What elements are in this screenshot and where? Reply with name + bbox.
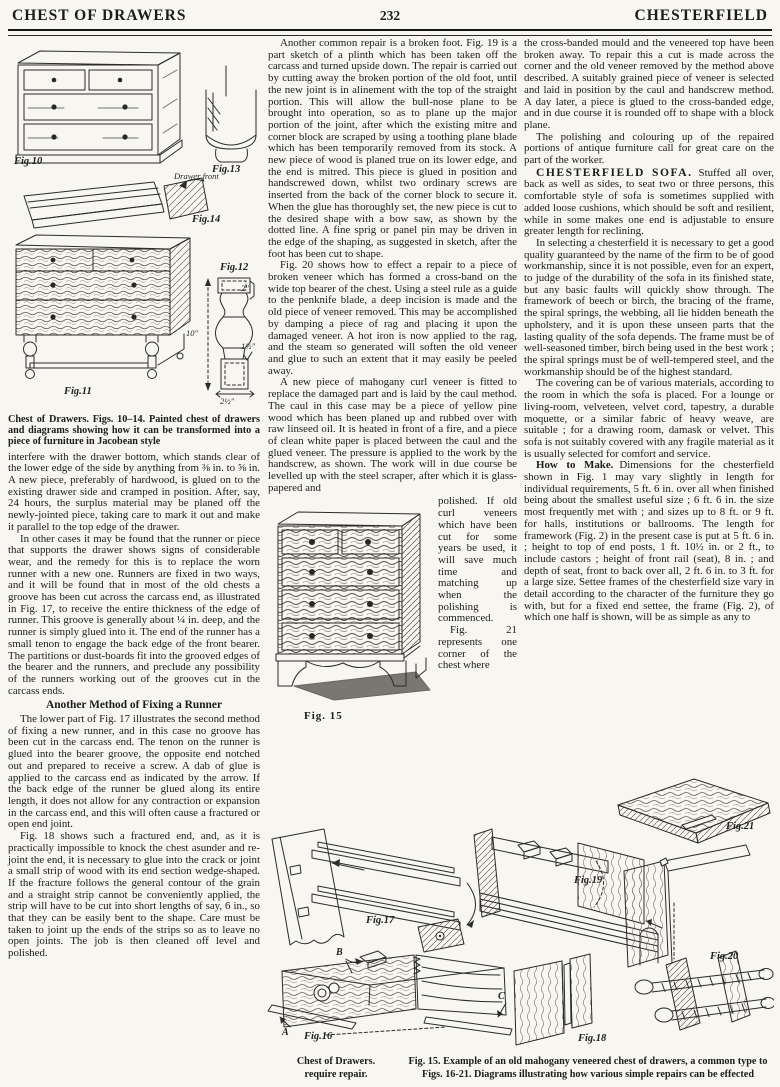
paragraph: The covering can be of various materials, according to the room in which the sofa is placed. For a lounge or living-room, velveteen, velvet cord, tapestry, a durable moquette, or a similar fabric of heavy weave, are suitable ; for a drawing room, damask or velvet. This sofa is not suitably covered with any fragile material as it is usually selected for comfort and service. [524,377,774,460]
fig15-veneered-chest-illustration [268,496,432,708]
paragraph: A new piece of mahogany curl veneer is fitted to replace the damaged part and is laid by the caul method. The caul in this case may be a piece of yellow pine wood which has been planed up and rubbed over with raw linseed oil. It is heated in front of a fire, and a piece of clean white paper is placed between the caul and the glued veneer. The pressure is applied to the work by the handscrew, as shown. The work will in due course be levelled up with the steel scraper, after which it is glass-papered and [268,376,517,494]
header-left-title: CHEST OF DRAWERS [12,7,187,24]
how-to-make-section [524,460,774,624]
fig10-label: Fig.10 [14,156,43,167]
figures-16-21-block [266,775,774,1053]
fig18-fractured-end-drawing [514,954,592,1045]
marker-c-label: C [498,991,505,1002]
figures-10-14-caption: Chest of Drawers. Figs. 10–14. Painted chest of drawers and diagrams showing how it can be transformed into a piece of furniture in Jacobean style [8,414,260,448]
fig11-jacobean-chest-drawing [16,235,190,379]
fig14-drawer-front-drawing [24,178,208,228]
how-to-make-heading: How to Make. [536,459,614,472]
running-head [12,7,768,25]
page-number: 232 [379,8,401,23]
caption-left-line1: Chest of Drawers. [296,1056,376,1067]
fig12-label: Fig.12 [220,262,249,273]
fig21-corner-drawing [618,779,770,843]
paragraph: Fig. 18 shows such a fractured end, and, as it is practically impossible to knock the chest asunder and re-joint the end, it is necessary to glue into the crack or joint a small strip of wood with its end section wedge-shaped. If the fracture follows the general contour of the grain and a straight strip cannot be conveniently applied, the strip will have to be cut into short lengths of say, 6 in., so that they can be easily bent to the shape. Care must be taken to joint up the ends of the strips so as to leave no open joints. The job is then cleaned off level and polished. [8,830,260,960]
fig15-label: Fig. 15 [304,710,343,723]
caption-left [280,1056,392,1081]
figures-10-14-block [8,38,258,410]
fig20-label: Fig.20 [710,951,739,962]
caption-right-line1: Fig. 15. Example of an old mahogany veneered chest of drawers, a common type to [408,1056,768,1067]
fig10-chest-drawing [16,51,182,163]
fig16-drawer-drawing [268,951,512,1035]
right-column [524,38,774,624]
paragraph: Fig. 20 shows how to effect a repair to a piece of broken veneer which has formed a cross-band on the wide top bearer of the chest. Using a steel rule as a guide to the penknife blade, a deep incision is made and the old piece of veneer removed. This may be accomplished by damping a piece of rag and placing it upon the damaged veneer. A hot iron is now applied to the rag, and the steam so generated will soften the old veneer and glue to such an extent that it may easily be peeled away. [268,259,517,377]
paragraph: Stuffed all over, back as well as sides, to seat two or three persons, this comfortable style of sofa is sometimes supplied with added loose cushions, which should be soft and resilient, while in some makes one end is adjustable to ensure greater length for reclining. [524,166,774,238]
paragraph: the cross-banded mould and the veneered top have been broken away. To repair this a cut is made across the corner and the old veneer removed by the method above described. A suitably grained piece of veneer is selected and laid in position by the caul and handscrew method. A day later, a piece is glued to the cross-banded edge, and in due course it is rounded off to shape with a block plane. [524,37,774,131]
drawer-front-annotation: Drawer front [174,171,219,181]
section-subheading: Another Method of Fixing a Runner [45,699,223,712]
paragraph: Dimensions for the chesterfield shown in Fig. 1 may vary slightly in length for individual requirements, 5 ft. 6 in. over all when finished being about the smallest useful size ; 6 ft. 6 in. the size most frequently met with ; and sizes up to 8 ft. or 9 ft. for halls, institutions or ballrooms. The length for framework (Fig. 2) in the present case is put at 5 ft. 6 in. ; height to top of end posts, 1 ft. 10½ in. or 2 ft., to include castors ; height of front rail (seat), 8 in. ; and depth of seat, front to back over all, 2 ft. 6 in. to 3 ft. for a large size. Settee frames of the chesterfield size vary in detail according to the character of the furniture they go with, but for a fixed end settee, the frame (Fig. 2), of which one half is shown, will be as simple as any to [524,459,775,624]
fig17-runner-drawing [272,829,476,952]
fig13-foot-drawing [206,66,256,162]
caption-right [402,1056,774,1081]
fig12-turned-leg-drawing [205,278,254,397]
paragraph: Fig. 21 represents one corner of the chest where [438,624,517,672]
fig15-block [268,496,517,723]
chesterfield-sofa-section [524,167,774,238]
left-column [8,38,260,960]
fig12-measure-height: 10″ [186,328,199,338]
fig14-label: Fig.14 [192,214,221,225]
paragraph: Another common repair is a broken foot. Fig. 19 is a part sketch of a plinth which has been taken off the carcass and turned upside down. The repair is carried out by cutting away the broken portion of the old foot, until the new joint is in alinement with the top of the straight portion. This will allow the bull-nose plane to be brought into operation, so as to plane up the major portion of the joint, after which the existing mitre and corner block are scraped by using a toothing plane blade which has been temporarily removed from its stock. A new piece of wood is planed true on its lower edge, and the end is mitred. This piece is glued in position and handscrewed down, whilst two ordinary screws are inserted from the back of the corner block to secure it. When the glue has thoroughly set, the new piece is cut to the desired shape with a bow saw, as shown by the dotted line. A fine sprig or panel pin may be driven in the edge of the shaping, as suggested in sketch, after the foot has been cut to shape. [268,37,517,260]
fig19-label: Fig.19 [574,875,603,886]
paragraph: In selecting a chesterfield it is necessary to get a good quality guaranteed by the name of the firm to be of good workmanship, since it is not possible, even for an expert, to judge of the durability of the sofa in its finished state, but any basic faults will quickly show through. The framework of beech or birch, the bracing of the frame, the spiral springs, the webbing, all lie hidden beneath the upholstery, and it is upon these unseen parts that the lasting quality of the sofa depends. The frame must be of well-seasoned timber, birch being used in the best work ; the spiral springs must be of well-tempered steel, and the workmanship should be of the highest standard. [524,236,774,378]
figures-16-21-illustration [266,775,774,1053]
fig17-label: Fig.17 [366,915,395,926]
fig15-wrap-text [434,496,517,723]
paragraph: interfere with the drawer bottom, which stands clear of the lower edge of the side by anything from ⅜ in. to ⅝ in. A new piece, preferably of hardwood, is glued on to the existing drawer side and cramped in position. After, say, 24 hours, the surplus material may be planed off the newly-jointed piece, taking care to mark it out and make it parallel to the top edge of the drawer. [8,450,260,533]
figures-15-21-caption [280,1056,774,1081]
marker-a-label: A [282,1027,289,1038]
fig12-measure-foot: 1½″ [241,341,256,351]
fig12-measure-top: 2″ [241,283,249,293]
fig20-handscrew-drawing [624,845,774,1030]
fig12-measure-base: 2½″ [220,396,235,406]
paragraph: In other cases it may be found that the runner or piece that supports the drawer shows signs of considerable wear, and the remedy for this is to replace the worn runner with a new one. Runners are fixed in two ways, and it will be found that in most of the old chests a groove has been cut across the carcass end, as illustrated in Fig. 17, to receive the entire thickness of the edge of runner. This groove is generally about ¼ in. deep, and the runner is simply glued into it. The end of the runner has a small tenon to engage the back edge of the front bearer. The partitions or dust-boards fit into the grooved edges of the bearer and the runners, and preclude any possibility of the runners working out of the grooves cut in the carcass ends. [8,532,260,697]
paragraph: The lower part of Fig. 17 illustrates the second method of fixing a new runner, and in this case no groove has been cut in the carcass end. The tenon on the runner is glued into the bearer groove, the opposite end notched out and prepared to receive a screw. A dab of glue is applied to the carcass end as indicated by the arrow. If the back edge of the runner be glued along its entire length, it does not allow for any contraction or expansion in the carcass end, and this will often cause a fractured or open end joint. [8,713,260,831]
fig15-chest-drawing [276,512,430,700]
figures-10-14-illustration [8,38,258,410]
fig13-label: Fig.13 [212,164,241,175]
fig21-label: Fig.21 [726,821,755,832]
paragraph: The polishing and colouring up of the repaired portions of antique furniture call for great care on the part of the worker. [524,130,774,167]
caption-left-line2: require repair. [304,1068,368,1080]
marker-b-label: B [336,947,343,958]
chesterfield-sofa-heading: CHESTERFIELD SOFA. [536,165,693,179]
middle-column [268,38,517,723]
header-rule [8,29,772,36]
header-right-title: CHESTERFIELD [634,7,768,24]
fig16-label: Fig.16 [304,1031,333,1042]
caption-right-line2: Figs. 16-21. Diagrams illustrating how various simple repairs can be effected [421,1068,754,1080]
paragraph: polished. If old curl veneers which have been cut for some years be used, it will save much time and matching up when the polishing is commenced. [438,495,517,625]
fig11-label: Fig.11 [64,386,92,397]
fig18-label: Fig.18 [578,1033,607,1044]
